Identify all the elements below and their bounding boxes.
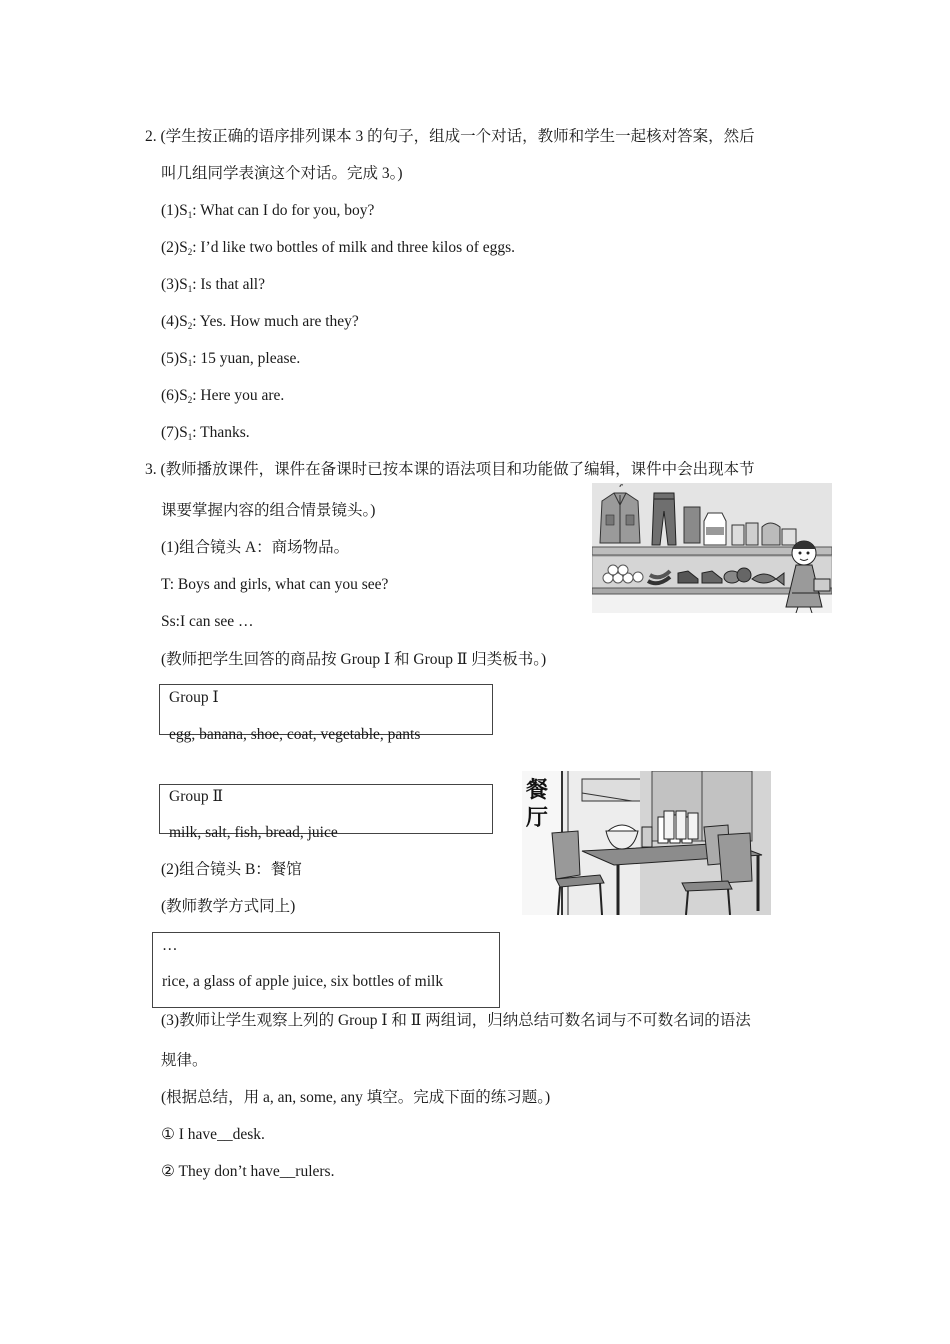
- summary-line1: (3)教师让学生观察上列的 Group Ⅰ 和 Ⅱ 两组词，归纳总结可数名词与不可数名词的语法: [161, 1012, 751, 1029]
- group3-items: rice, a glass of apple juice, six bottles of milk: [162, 973, 444, 990]
- restaurant-sign-char-2: 厅: [526, 806, 549, 831]
- dialogue-line-4: $(4)S_2$: Yes. How much are they?: [161, 313, 359, 331]
- exercise-note: (根据总结，用 a, an, some, any 填空。完成下面的练习题。): [161, 1089, 551, 1106]
- dialogue-line-1: $(1)S_1$: What can I do for you, boy?: [161, 202, 375, 220]
- milk-carton-icon: [704, 513, 726, 545]
- dialogue-line-6: $(6)S_2$: Here you are.: [161, 387, 285, 405]
- teacher-question: T: Boys and girls, what can you see?: [161, 576, 389, 593]
- note-a: (教师把学生回答的商品按 Group Ⅰ 和 Group Ⅱ 归类板书。): [161, 651, 547, 668]
- dialogue-line-5: $(5)S_1$: 15 yuan, please.: [161, 350, 301, 368]
- restaurant-sign-char-1: 餐: [526, 778, 549, 803]
- item3-line2: 课要掌握内容的组合情景镜头。): [161, 502, 376, 519]
- dialogue-line-7: $(7)S_1$: Thanks.: [161, 424, 250, 442]
- group3-title: …: [162, 937, 178, 954]
- group1-title: Group Ⅰ: [169, 689, 219, 706]
- group1-items: egg, banana, shoe, coat, vegetable, pants: [169, 726, 421, 743]
- group2-title: Group Ⅱ: [169, 788, 224, 805]
- shop-shelf-illustration: [592, 483, 832, 613]
- summary-line2: 规律。: [161, 1052, 208, 1069]
- item2-line1: 2. (学生按正确的语序排列课本 3 的句子，组成一个对话，教师和学生一起核对答案，然后: [145, 128, 755, 145]
- coat-icon: [600, 493, 640, 543]
- restaurant-illustration: [522, 771, 771, 915]
- exercise-1: ① I have__desk.: [161, 1126, 265, 1143]
- note-b: (教师教学方式同上): [161, 898, 296, 915]
- scene-a-heading: (1)组合镜头 A：商场物品。: [161, 539, 350, 556]
- dialogue-line-2: $(2)S_2$: I’d like two bottles of milk and three kilos of eggs.: [161, 239, 516, 257]
- exercise-2: ② They don’t have__rulers.: [161, 1163, 335, 1180]
- item2-line2: 叫几组同学表演这个对话。完成 3。): [161, 165, 403, 182]
- item3-line1: 3. (教师播放课件，课件在备课时已按本课的语法项目和功能做了编辑，课件中会出现本节: [145, 461, 755, 478]
- group3-box: [152, 932, 500, 1008]
- scene-b-heading: (2)组合镜头 B：餐馆: [161, 861, 302, 878]
- bread-icon: [762, 523, 780, 545]
- group2-items: milk, salt, fish, bread, juice: [169, 824, 338, 841]
- milk-bottles-icon: [658, 811, 698, 843]
- students-answer: Ss:I can see …: [161, 613, 254, 630]
- juice-glass-icon: [642, 827, 652, 847]
- dialogue-line-3: $(3)S_1$: Is that all?: [161, 276, 265, 294]
